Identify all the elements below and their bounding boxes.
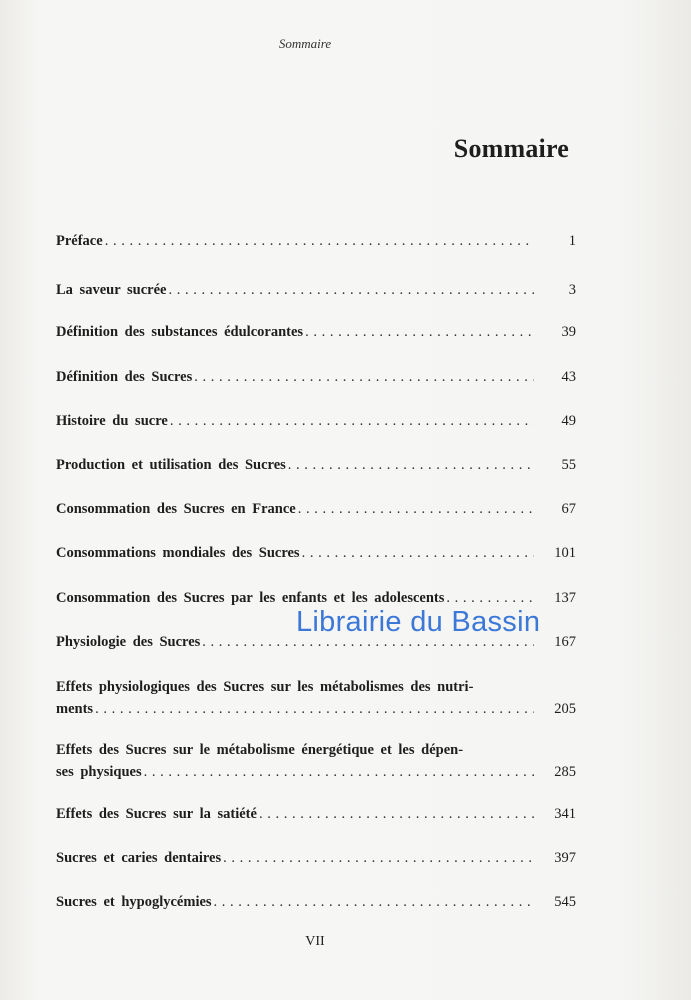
toc-entry-page: 1 [568,233,576,249]
toc-entry-page: 167 [554,634,576,650]
toc-entry [56,230,576,252]
toc-entry-page: 67 [561,501,576,517]
toc-entry-title: Définition des Sucres [56,369,193,385]
toc-entry-continuation: ses physiques [56,764,142,780]
toc-entry [56,676,576,720]
leader-dots [288,454,534,476]
leader-dots [302,542,534,564]
toc-entry-page: 205 [554,701,576,717]
toc-entry-page: 285 [554,764,576,780]
toc-entry [56,498,576,520]
toc-entry [56,366,576,388]
toc-entry [56,410,576,432]
toc-entry-title: La saveur sucrée [56,282,167,298]
toc-entry-page: 55 [561,457,576,473]
toc-entry-page: 49 [561,413,576,429]
toc-entry [56,454,576,476]
toc-entry [56,847,576,869]
toc-entry-title: Physiologie des Sucres [56,634,201,650]
toc-entry-page: 101 [554,545,576,561]
toc-entry-title: Effets des Sucres sur le métabolisme énergétique et les dépen- [56,742,464,758]
leader-dots [170,410,534,432]
leader-dots [298,498,534,520]
leader-dots [194,366,534,388]
toc-entry-title: Consommations mondiales des Sucres [56,545,300,561]
toc-entry-title: Sucres et hypoglycémies [56,894,212,910]
toc-entry-title: Définition des substances édulcorantes [56,324,304,340]
leader-dots [144,761,534,783]
leader-dots [259,803,534,825]
toc-entry [56,279,576,301]
toc-entry-continuation: ments [56,701,94,717]
toc-entry-title: Consommation des Sucres par les enfants et les adolescents [56,590,445,606]
toc-entry-title: Sucres et caries dentaires [56,850,222,866]
toc-entry-title: Effets physiologiques des Sucres sur les métabolismes des nutri- [56,679,474,695]
toc-entry-page: 545 [554,894,576,910]
toc-entry-page: 39 [561,324,576,340]
toc-entry-page: 43 [561,369,576,385]
toc-entry-page: 137 [554,590,576,606]
page-number: VII [305,934,325,949]
leader-dots [168,279,534,301]
toc-entry [56,891,576,913]
toc-entry [56,803,576,825]
toc-entry-title: Histoire du sucre [56,413,168,429]
toc-entry [56,542,576,564]
leader-dots [305,321,534,343]
leader-dots [95,698,534,720]
leader-dots [105,230,534,252]
toc-entry-title: Effets des Sucres sur la satiété [56,806,257,822]
page-title: Sommaire [453,134,569,163]
running-head: Sommaire [278,36,332,51]
toc-entry [56,739,576,783]
leader-dots [214,891,534,913]
toc-entry [56,321,576,343]
bookseller-watermark: Librairie du Bassin [296,606,541,638]
toc-entry-title: Préface [56,233,103,249]
toc-entry-title: Consommation des Sucres en France [56,501,296,517]
toc-entry-title: Production et utilisation des Sucres [56,457,286,473]
leader-dots [223,847,534,869]
toc-entry-page: 3 [568,282,576,298]
toc-entry-page: 397 [554,850,576,866]
toc-entry-page: 341 [554,806,576,822]
